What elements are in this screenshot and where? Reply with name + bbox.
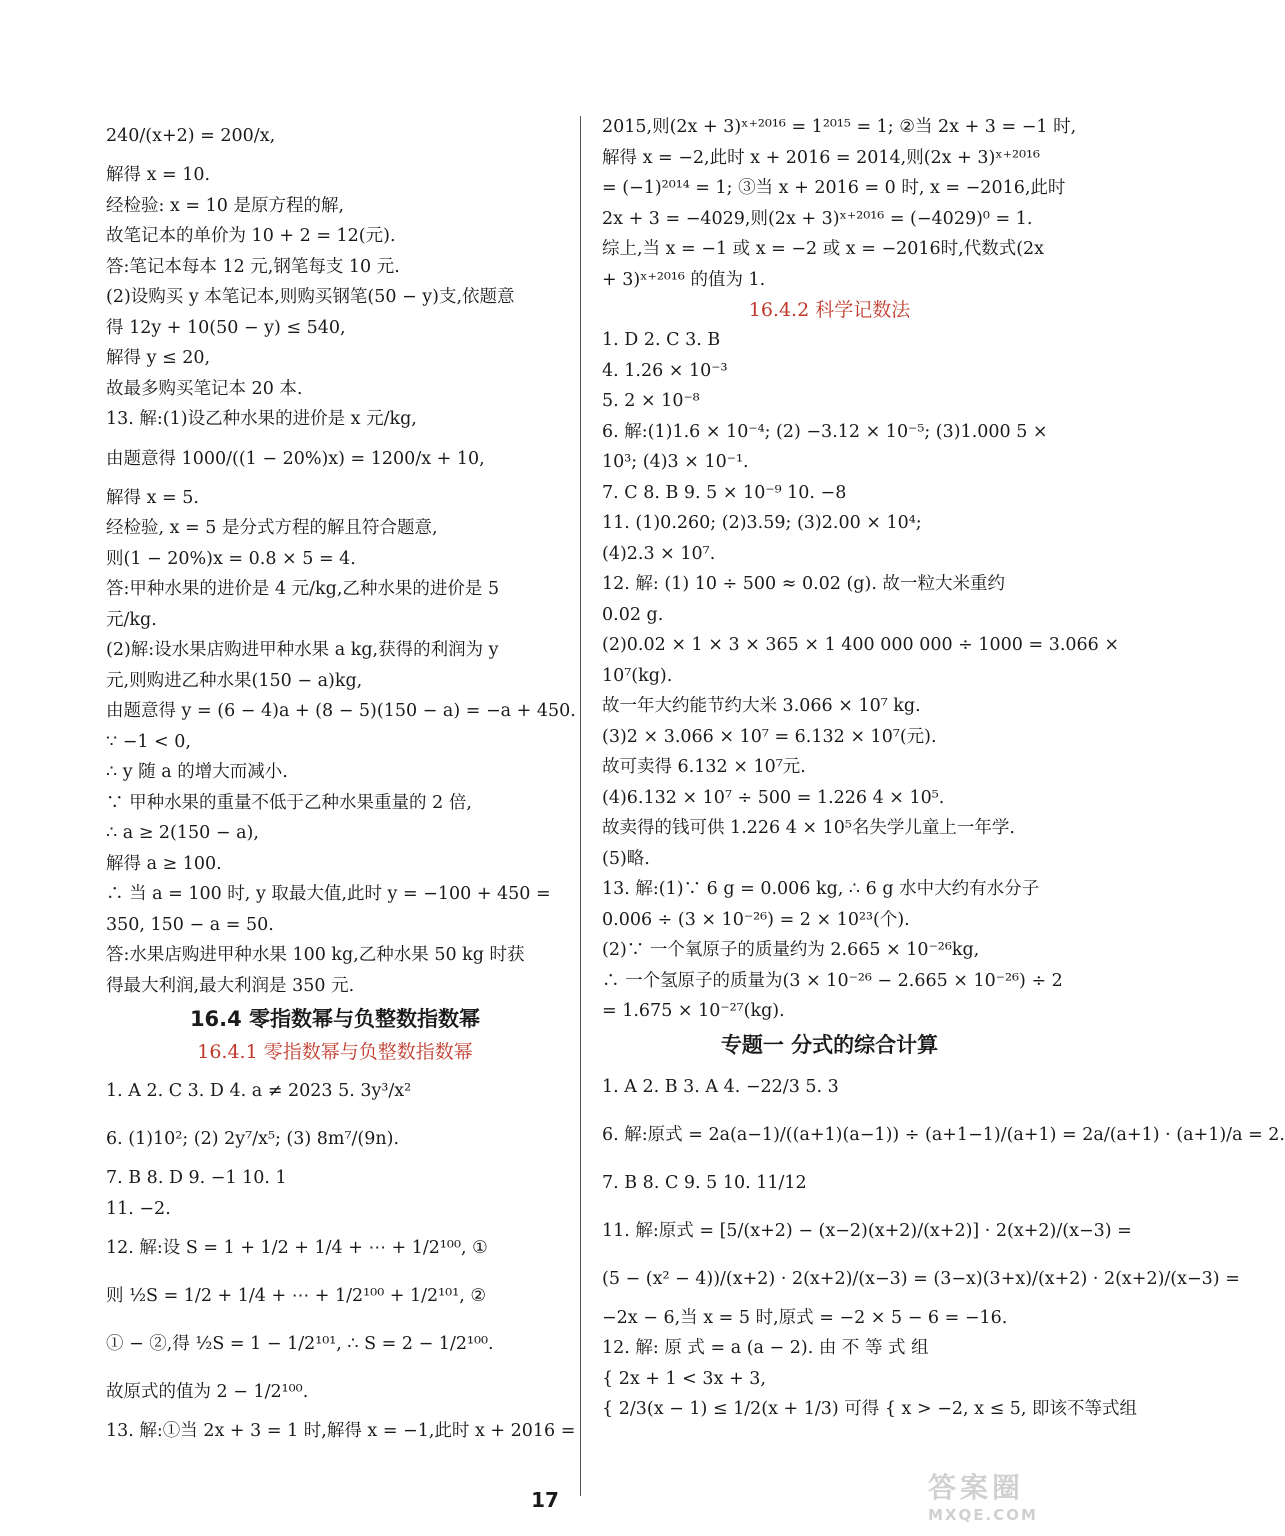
answer-line: 0.02 g. xyxy=(602,604,664,625)
answer-line: 经检验, x = 5 是分式方程的解且符合题意, xyxy=(106,518,438,538)
answer-line: 13. 解:(1)设乙种水果的进价是 x 元/kg, xyxy=(106,409,417,429)
answer-line: { 2x + 1 < 3x + 3, xyxy=(602,1368,766,1389)
answer-line: 故笔记本的单价为 10 + 2 = 12(元). xyxy=(106,226,396,246)
answer-line: 10³; (4)3 × 10⁻¹. xyxy=(602,452,749,472)
answer-line: 综上,当 x = −1 或 x = −2 或 x = −2016时,代数式(2x xyxy=(602,239,1045,259)
answer-line: (3)2 × 3.066 × 10⁷ = 6.132 × 10⁷(元). xyxy=(602,726,937,747)
answer-line: 350, 150 − a = 50. xyxy=(106,914,274,935)
answer-line: 由题意得 y = (6 − 4)a + (8 − 5)(150 − a) = −a + 450. xyxy=(106,701,576,721)
answer-line: 12. 解: (1) 10 ÷ 500 ≈ 0.02 (g). 故一粒大米重约 xyxy=(602,574,1005,594)
answer-line: 1. A 2. B 3. A 4. −22/3 5. 3 xyxy=(602,1076,839,1097)
answer-line: ∵ −1 < 0, xyxy=(106,731,191,752)
watermark-logo xyxy=(928,1466,1078,1528)
answer-line: 故最多购买笔记本 20 本. xyxy=(106,378,303,399)
watermark-url: MXQE.COM xyxy=(928,1506,1038,1524)
answer-line: 1. A 2. C 3. D 4. a ≠ 2023 5. 3y³/x² xyxy=(106,1081,412,1101)
answer-line: 经检验: x = 10 是原方程的解, xyxy=(106,195,345,216)
answer-line: 故一年大约能节约大米 3.066 × 10⁷ kg. xyxy=(602,696,921,716)
answer-line: 故原式的值为 2 − 1/2¹⁰⁰. xyxy=(106,1382,309,1402)
answer-line: 答:笔记本每本 12 元,钢笔每支 10 元. xyxy=(106,256,400,277)
answer-line: 11. (1)0.260; (2)3.59; (3)2.00 × 10⁴; xyxy=(602,513,922,533)
answer-line: (2)∵ 一个氧原子的质量约为 2.665 × 10⁻²⁶kg, xyxy=(602,940,980,960)
answer-line: 元,则购进乙种水果(150 − a)kg, xyxy=(106,670,363,691)
answer-line: (4)6.132 × 10⁷ ÷ 500 = 1.226 4 × 10⁵. xyxy=(602,787,945,808)
answer-line: (2)0.02 × 1 × 3 × 365 × 1 400 000 000 ÷ 1000 = 3.066 × xyxy=(602,635,1120,655)
answer-line: = (−1)²⁰¹⁴ = 1; ③当 x + 2016 = 0 时, x = −2016,此时 xyxy=(602,178,1066,198)
page-number: 17 xyxy=(531,1488,559,1512)
answer-line: 7. B 8. C 9. 5 10. 11/12 xyxy=(602,1172,807,1193)
watermark-text: 答案圈 xyxy=(928,1471,1025,1504)
answer-line: 答:水果店购进甲种水果 100 kg,乙种水果 50 kg 时获 xyxy=(106,945,525,965)
answer-line: 240/(x+2) = 200/x, xyxy=(106,126,276,146)
answer-line: { 2/3(x − 1) ≤ 1/2(x + 1/3) 可得 { x > −2, x ≤ 5, 即该不等式组 xyxy=(602,1399,1138,1419)
answer-line: 2015,则(2x + 3)ˣ⁺²⁰¹⁶ = 1²⁰¹⁵ = 1; ②当 2x + 3 = −1 时, xyxy=(602,117,1077,137)
answer-line: 故可卖得 6.132 × 10⁷元. xyxy=(602,757,806,777)
answer-line: (4)2.3 × 10⁷. xyxy=(602,543,716,564)
answer-line: (5 − (x² − 4))/(x+2) · 2(x+2)/(x−3) = (3−x)(3+x)/(x+2) · 2(x+2)/(x−3) = xyxy=(602,1268,1240,1289)
answer-line: ∵ 甲种水果的重量不低于乙种水果重量的 2 倍, xyxy=(106,792,472,813)
answer-line: + 3)ˣ⁺²⁰¹⁶ 的值为 1. xyxy=(602,269,766,290)
column-divider xyxy=(580,116,581,1496)
answer-line: 解得 a ≥ 100. xyxy=(106,853,222,874)
section-heading: 16.4 零指数幂与负整数指数幂 xyxy=(189,1007,481,1031)
answer-line: 解得 x = −2,此时 x + 2016 = 2014,则(2x + 3)ˣ⁺²⁰¹⁶ xyxy=(602,147,1041,168)
answer-line: 6. 解:原式 = 2a(a−1)/((a+1)(a−1)) ÷ (a+1−1)/(a+1) = 2a/(a+1) · (a+1)/a = 2. xyxy=(602,1124,1285,1145)
answer-line: 12. 解: 原 式 = a (a − 2). 由 不 等 式 组 xyxy=(602,1338,929,1358)
answer-line: 得最大利润,最大利润是 350 元. xyxy=(106,975,355,996)
answer-line: ∴ 当 a = 100 时, y 取最大值,此时 y = −100 + 450 = xyxy=(106,884,551,904)
answer-line: 0.006 ÷ (3 × 10⁻²⁶) = 2 × 10²³(个). xyxy=(602,909,910,930)
answer-line: 解得 x = 10. xyxy=(106,165,211,185)
answer-line: (2)解:设水果店购进甲种水果 a kg,获得的利润为 y xyxy=(106,640,499,660)
answer-line: 5. 2 × 10⁻⁸ xyxy=(602,391,700,411)
answer-line: 故卖得的钱可供 1.226 4 × 10⁵名失学儿童上一年学. xyxy=(602,818,1015,838)
answer-line: (2)设购买 y 本笔记本,则购买钢笔(50 − y)支,依题意 xyxy=(106,287,515,307)
answer-line: 答:甲种水果的进价是 4 元/kg,乙种水果的进价是 5 xyxy=(106,579,500,599)
answer-line: 元/kg. xyxy=(106,609,157,630)
answer-line: 由题意得 1000/((1 − 20%)x) = 1200/x + 10, xyxy=(106,448,485,469)
answer-line: ∴ a ≥ 2(150 − a), xyxy=(106,823,259,843)
answer-line: ∴ y 随 a 的增大而减小. xyxy=(106,762,288,782)
answer-line: 13. 解:①当 2x + 3 = 1 时,解得 x = −1,此时 x + 2016 = xyxy=(106,1421,576,1441)
answer-line: 解得 x = 5. xyxy=(106,487,199,508)
answer-line: 10⁷(kg). xyxy=(602,665,673,686)
answer-line: ∴ 一个氢原子的质量为(3 × 10⁻²⁶ − 2.665 × 10⁻²⁶) ÷ 2 xyxy=(602,970,1063,991)
subsection-heading: 16.4.1 零指数幂与负整数指数幂 xyxy=(197,1041,473,1063)
section-heading: 专题一 分式的综合计算 xyxy=(720,1032,939,1057)
answer-line: 11. 解:原式 = [5/(x+2) − (x−2)(x+2)/(x+2)] · 2(x+2)/(x−3) = xyxy=(602,1220,1132,1241)
answer-line: 6. 解:(1)1.6 × 10⁻⁴; (2) −3.12 × 10⁻⁵; (3)1.000 5 × xyxy=(602,421,1048,442)
left-column xyxy=(106,112,576,1447)
answer-line: 则 ½S = 1/2 + 1/4 + ⋯ + 1/2¹⁰⁰ + 1/2¹⁰¹, ② xyxy=(106,1286,487,1306)
answer-line: 13. 解:(1)∵ 6 g = 0.006 kg, ∴ 6 g 水中大约有水分子 xyxy=(602,879,1040,899)
answer-line: 1. D 2. C 3. B xyxy=(602,330,721,350)
answer-line: 得 12y + 10(50 − y) ≤ 540, xyxy=(106,317,346,338)
answer-line: −2x − 6,当 x = 5 时,原式 = −2 × 5 − 6 = −16. xyxy=(602,1307,1008,1328)
answer-line: 12. 解:设 S = 1 + 1/2 + 1/4 + ⋯ + 1/2¹⁰⁰, ① xyxy=(106,1238,488,1258)
answer-line: 2x + 3 = −4029,则(2x + 3)ˣ⁺²⁰¹⁶ = (−4029)⁰ = 1. xyxy=(602,208,1033,229)
answer-line: 7. C 8. B 9. 5 × 10⁻⁹ 10. −8 xyxy=(602,482,847,503)
right-column xyxy=(602,112,1285,1425)
answer-line: = 1.675 × 10⁻²⁷(kg). xyxy=(602,1001,785,1021)
answer-line: 4. 1.26 × 10⁻³ xyxy=(602,360,728,381)
subsection-heading: 16.4.2 科学记数法 xyxy=(748,299,911,321)
answer-line: 则(1 − 20%)x = 0.8 × 5 = 4. xyxy=(106,548,356,569)
answer-line: 6. (1)10²; (2) 2y⁷/x⁵; (3) 8m⁷/(9n). xyxy=(106,1129,400,1149)
answer-line: (5)略. xyxy=(602,848,650,869)
answer-line: ① − ②,得 ½S = 1 − 1/2¹⁰¹, ∴ S = 2 − 1/2¹⁰⁰. xyxy=(106,1334,494,1354)
answer-line: 解得 y ≤ 20, xyxy=(106,348,211,368)
answer-line: 11. −2. xyxy=(106,1198,171,1219)
answer-line: 7. B 8. D 9. −1 10. 1 xyxy=(106,1168,287,1188)
